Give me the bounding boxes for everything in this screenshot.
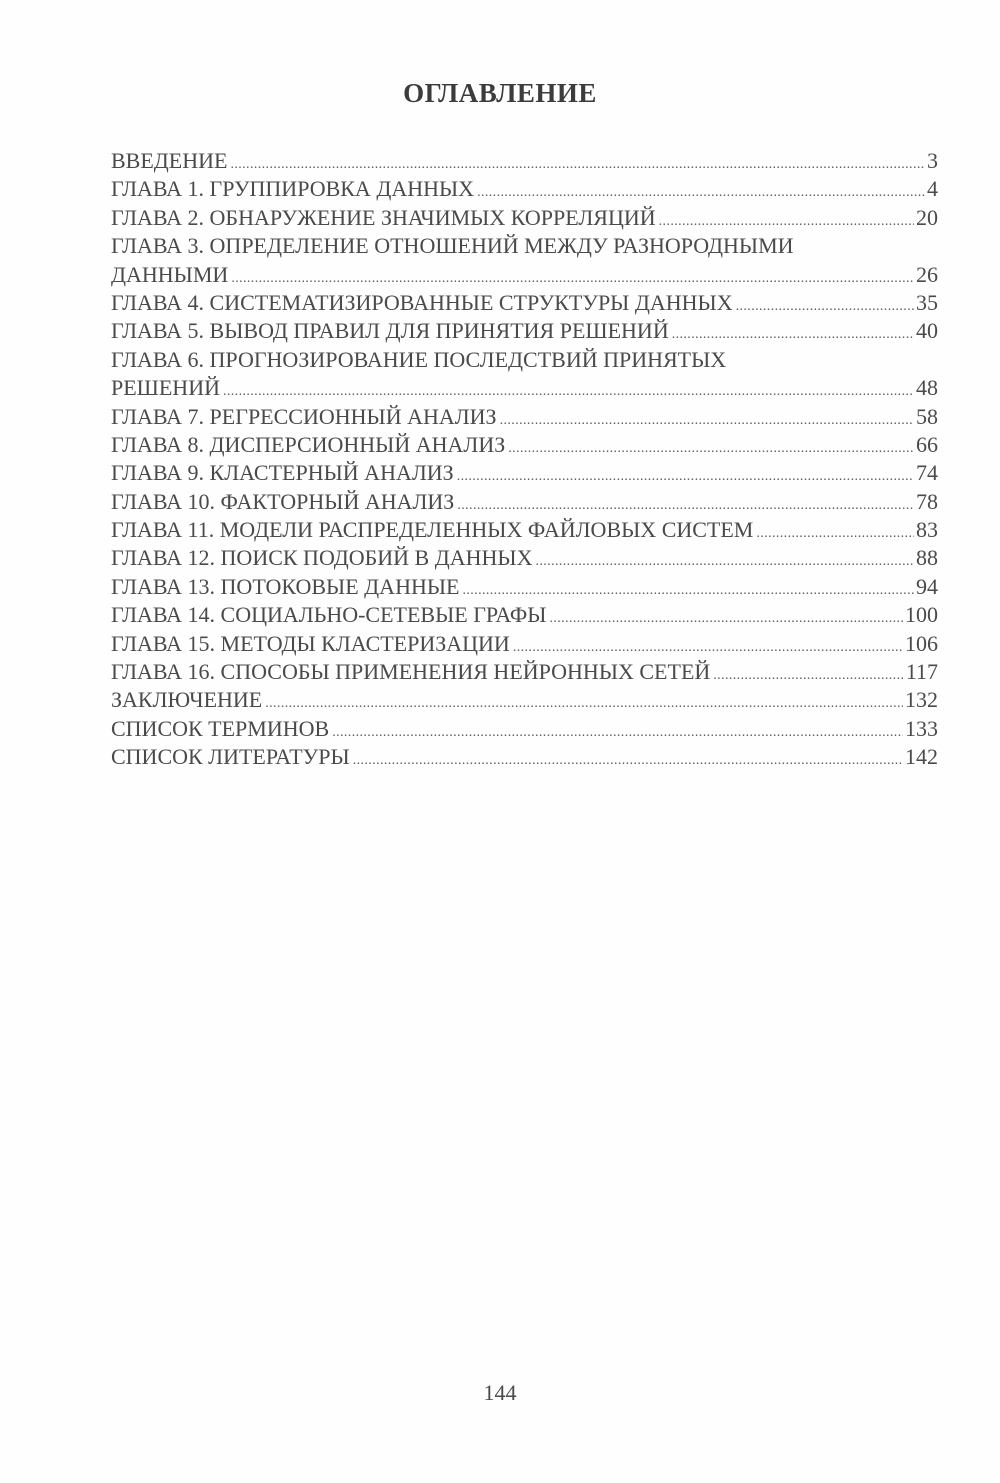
- toc-entry-page: 35: [916, 289, 938, 315]
- toc-entry-page: 4: [927, 176, 938, 202]
- toc-entry-label: СПИСОК ТЕРМИНОВ: [111, 715, 330, 741]
- toc-entry-page: 40: [916, 318, 938, 344]
- toc-entry[interactable]: [111, 147, 938, 175]
- toc-entry-label: ВВЕДЕНИЕ: [111, 148, 228, 173]
- toc-entry-label: ГЛАВА 7. РЕГРЕССИОННЫЙ АНАЛИЗ: [111, 403, 497, 429]
- dot-leader: [332, 719, 903, 747]
- toc-entry[interactable]: [111, 317, 938, 345]
- toc-entry[interactable]: [111, 488, 938, 516]
- page-number: 144: [483, 1380, 517, 1405]
- dot-leader: [736, 293, 914, 321]
- dot-leader: [353, 747, 903, 775]
- toc-entry-page: 74: [916, 460, 938, 486]
- toc-entry[interactable]: [111, 431, 938, 459]
- toc-entry[interactable]: [111, 204, 938, 232]
- toc-entry-page: 106: [905, 630, 938, 656]
- toc-entry[interactable]: [111, 403, 938, 431]
- toc-entry-page: 20: [916, 204, 938, 230]
- toc-entry-label: ГЛАВА 1. ГРУППИРОВКА ДАННЫХ: [111, 176, 475, 202]
- toc-entry[interactable]: [111, 289, 938, 317]
- toc-entry-page: 117: [905, 659, 938, 685]
- toc-entry[interactable]: [111, 743, 938, 771]
- toc-entry-page: 83: [916, 517, 938, 543]
- toc-entry-label-line1: ГЛАВА 6. ПРОГНОЗИРОВАНИЕ ПОСЛЕДСТВИЙ ПРИНЯТЫХ: [111, 346, 727, 372]
- toc-entry[interactable]: [111, 544, 938, 572]
- toc-entry[interactable]: [111, 630, 938, 658]
- toc-entry-page: 142: [905, 744, 938, 770]
- toc-entry-page: 94: [916, 573, 938, 599]
- toc-entry-label: ГЛАВА 14. СОЦИАЛЬНО-СЕТЕВЫЕ ГРАФЫ: [111, 602, 547, 628]
- toc-entry-page: 132: [905, 687, 938, 713]
- toc-entry-label: СПИСОК ЛИТЕРАТУРЫ: [111, 744, 350, 770]
- toc-entry[interactable]: [111, 232, 938, 289]
- toc-entry-label: ГЛАВА 9. КЛАСТЕРНЫЙ АНАЛИЗ: [111, 460, 454, 486]
- toc-entry-label: ГЛАВА 15. МЕТОДЫ КЛАСТЕРИЗАЦИИ: [111, 630, 510, 656]
- toc-entry-page: 100: [905, 602, 938, 628]
- toc-entry[interactable]: [111, 601, 938, 629]
- table-of-contents: [111, 147, 938, 772]
- toc-entry[interactable]: [111, 175, 938, 203]
- toc-entry[interactable]: [111, 459, 938, 487]
- dot-leader: [549, 605, 903, 633]
- toc-entry[interactable]: [111, 658, 938, 686]
- toc-entry-page: 26: [916, 261, 938, 287]
- toc-entry-label: ГЛАВА 11. МОДЕЛИ РАСПРЕДЕЛЕННЫХ ФАЙЛОВЫХ СИСТЕМ: [111, 517, 754, 543]
- toc-entry-label: ГЛАВА 5. ВЫВОД ПРАВИЛ ДЛЯ ПРИНЯТИЯ РЕШЕНИЙ: [111, 318, 669, 344]
- toc-entry-label-line1: ГЛАВА 3. ОПРЕДЕЛЕНИЕ ОТНОШЕНИЙ МЕЖДУ РАЗНОРОДНЫМИ: [111, 233, 794, 259]
- toc-entry[interactable]: [111, 516, 938, 544]
- toc-entry-label: ГЛАВА 2. ОБНАРУЖЕНИЕ ЗНАЧИМЫХ КОРРЕЛЯЦИЙ: [111, 204, 656, 230]
- toc-entry-label: ГЛАВА 12. ПОИСК ПОДОБИЙ В ДАННЫХ: [111, 545, 533, 571]
- toc-entry-label: ГЛАВА 10. ФАКТОРНЫЙ АНАЛИЗ: [111, 488, 455, 514]
- toc-entry-page: 133: [905, 715, 938, 741]
- toc-entry-page: 3: [927, 148, 938, 173]
- toc-entry-page: 58: [916, 403, 938, 429]
- toc-entry-label: ЗАКЛЮЧЕНИЕ: [111, 687, 263, 713]
- dot-leader: [508, 435, 914, 463]
- toc-entry[interactable]: [111, 686, 938, 714]
- toc-entry[interactable]: [111, 715, 938, 743]
- toc-entry-page: 88: [916, 545, 938, 571]
- dot-leader: [535, 548, 914, 576]
- toc-entry[interactable]: [111, 573, 938, 601]
- toc-entry-page: 78: [916, 488, 938, 514]
- toc-entry-label: ДАННЫМИ: [111, 261, 229, 287]
- toc-entry-page: 48: [916, 375, 938, 401]
- toc-entry-label: ГЛАВА 4. СИСТЕМАТИЗИРОВАННЫЕ СТРУКТУРЫ ДАННЫХ: [111, 289, 733, 315]
- page-title: ОГЛАВЛЕНИЕ: [403, 78, 597, 108]
- dot-leader: [265, 690, 903, 718]
- dot-leader: [500, 407, 914, 435]
- toc-entry-page: 66: [916, 431, 938, 457]
- toc-entry-label: РЕШЕНИЙ: [111, 375, 220, 401]
- dot-leader: [713, 662, 904, 690]
- dot-leader: [457, 463, 914, 491]
- toc-entry-label: ГЛАВА 8. ДИСПЕРСИОННЫЙ АНАЛИЗ: [111, 431, 506, 457]
- toc-entry-label: ГЛАВА 13. ПОТОКОВЫЕ ДАННЫЕ: [111, 573, 460, 599]
- toc-entry-label: ГЛАВА 16. СПОСОБЫ ПРИМЕНЕНИЯ НЕЙРОННЫХ СЕТЕЙ: [111, 659, 711, 685]
- dot-leader: [756, 520, 914, 548]
- toc-entry[interactable]: [111, 346, 938, 403]
